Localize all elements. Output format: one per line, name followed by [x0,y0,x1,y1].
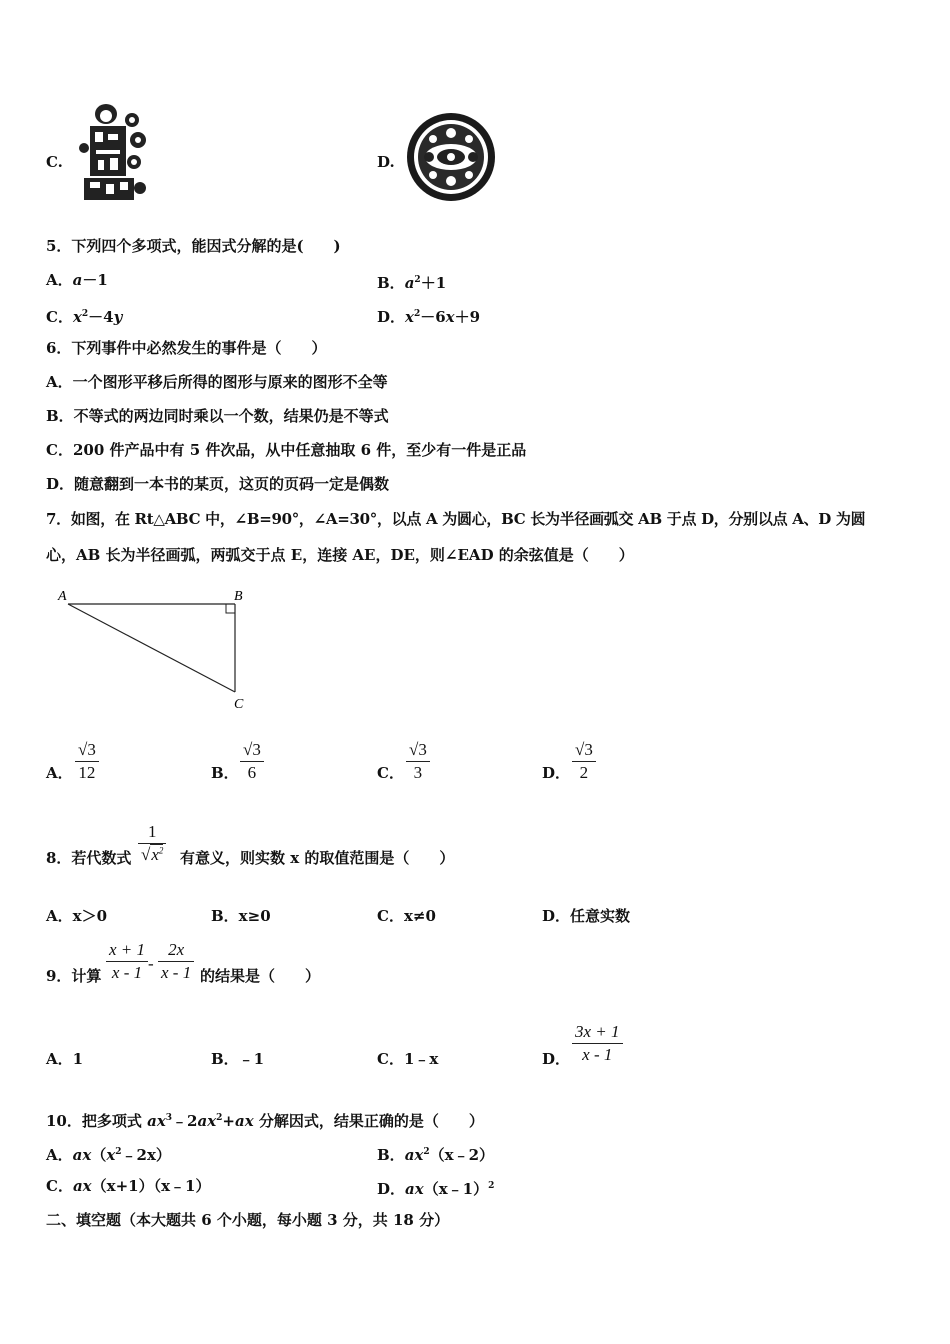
exponent: 2 [414,275,421,285]
numerator: √3 [575,740,593,759]
q4-option-d-label: D. [377,153,395,171]
numerator: √3 [243,740,261,759]
option-label: A． [46,1146,73,1164]
round-pattern-image [405,111,497,203]
var: x [106,1146,116,1164]
q5-stem: 5．下列四个多项式，能因式分解的是( ) [46,237,341,255]
q10-option-a [46,1142,171,1165]
exponent: 2 [488,1181,495,1191]
q4-option-c-label: C. [46,153,63,171]
var: ax [404,1146,424,1164]
denominator [138,845,166,865]
text: （ [91,1146,107,1164]
denominator: x - 1 [582,1045,613,1064]
text: －6 [420,308,446,326]
denominator: 2 [579,763,589,782]
q7-option-d-label: D． [542,764,571,782]
q6-option-d: D．随意翻到一本书的某页，这页的页码一定是偶数 [46,475,390,493]
q8-fraction [138,822,166,865]
text: （x﹣1） [423,1180,489,1198]
denominator: x - 1 [111,963,143,982]
text: ﹣2 [172,1112,198,1130]
text: ＋1 [420,274,447,292]
var: ax [197,1112,217,1130]
var: a [72,271,83,289]
denominator: 3 [413,763,423,782]
exponent: 2 [216,1113,223,1123]
q7-option-c-label: C． [377,764,404,782]
q7-option-a-label: A． [46,764,73,782]
numerator: 2x [168,940,185,959]
option-label: D． [377,1180,406,1198]
q5-option-a [46,270,108,290]
var: ax [147,1112,166,1130]
denominator: x - 1 [161,963,192,982]
exponent: 2 [81,309,89,319]
vertex-a-label: A [58,589,67,604]
q7-stem-line1: 7．如图，在 Rt△ABC 中，∠B=90°，∠A=30°，以点 A 为圆心，BC 长为半径画弧交 AB 于点 D，分别以点 A、D 为圆 [46,510,866,528]
paper-cut-figure-image [76,100,150,204]
option-label: A． [46,271,73,289]
text: （x﹣2） [429,1146,495,1164]
q9-stem-prefix: 9．计算 [46,967,102,985]
q8-option-a: A．x＞0 [46,907,108,925]
exponent: 2 [115,1147,122,1157]
exponent: 3 [165,1113,173,1123]
option-label: B． [377,1146,405,1164]
text: ＋9 [454,308,481,326]
q10-option-c [46,1176,210,1196]
q9-fraction-1 [106,940,148,983]
q9-option-b: B．﹣1 [211,1050,265,1068]
var: a [404,274,415,292]
q8-option-c: C．x≠0 [377,907,436,925]
q9-option-d-label: D． [542,1050,571,1068]
text: （x+1）（x﹣1） [91,1177,211,1195]
numerator: √3 [409,740,427,759]
var: ax [72,1146,92,1164]
q8-stem-prefix: 8．若代数式 [46,849,132,867]
numerator: 1 [147,822,157,841]
text: 10．把多项式 [46,1112,148,1130]
vertex-b-label: B [234,589,243,604]
denominator: 6 [247,763,257,782]
q10-option-b [377,1142,494,1165]
q7-option-a-fraction [75,740,99,783]
q6-stem: 6．下列事件中必然发生的事件是（ ） [46,339,327,357]
option-label: C． [46,308,73,326]
q5-option-c [46,304,122,327]
var: x [405,308,414,326]
q8-stem-suffix: 有意义，则实数 x 的取值范围是（ ） [180,849,455,867]
q9-option-c: C．1﹣x [377,1050,439,1068]
q8-option-b: B．x≥0 [211,907,271,925]
var: x [72,308,82,326]
q10-stem [46,1108,484,1131]
side-ac [68,604,235,692]
q7-option-c-fraction [406,740,430,783]
q6-option-c: C．200 件产品中有 5 件次品，从中任意抽取 6 件，至少有一件是正品 [46,441,527,459]
exponent: 2 [423,1147,430,1157]
right-angle-mark [226,604,235,613]
q9-fraction-2 [158,940,194,983]
text: + [222,1112,235,1130]
q9-minus-sign: - [148,954,154,973]
text: －1 [82,271,108,289]
option-label: B． [377,274,405,292]
sqrt: $√x^2$ [141,845,164,864]
numerator: x + 1 [109,940,146,959]
var: ax [405,1180,424,1198]
q7-option-d-fraction [572,740,596,783]
q5-option-b [377,270,446,293]
var: x [445,308,455,326]
var: ax [72,1177,92,1195]
q7-option-b-fraction [240,740,264,783]
exponent: 2 [413,309,421,319]
numerator: 3x + 1 [575,1022,620,1041]
q9-stem-suffix: 的结果是（ ） [200,967,321,985]
exponent: 2 [158,845,164,856]
q10-option-d [377,1176,494,1199]
q6-option-a: A．一个图形平移后所得的图形与原来的图形不全等 [46,373,388,391]
q7-stem-line2: 心，AB 长为半径画弧，两弧交于点 E，连接 AE，DE，则∠EAD 的余弦值是（ ） [46,546,634,564]
text: 分解因式，结果正确的是（ ） [253,1112,484,1130]
text: －4 [88,308,114,326]
section-2-heading: 二、填空题（本大题共 6 个小题，每小题 3 分，共 18 分） [46,1211,450,1229]
q9-option-a: A．1 [46,1050,84,1068]
q6-option-b: B．不等式的两边同时乘以一个数，结果仍是不等式 [46,407,389,425]
option-label: C． [46,1177,73,1195]
var: x [151,845,159,864]
var: y [113,308,123,326]
q8-option-d: D．任意实数 [542,907,631,925]
radicand [150,844,163,864]
q5-option-d [377,304,480,327]
q7-option-b-label: B． [211,764,239,782]
option-label: D． [377,308,406,326]
var: ax [235,1112,254,1130]
numerator: √3 [78,740,96,759]
q9-option-d-fraction [572,1022,623,1065]
triangle-figure [52,584,262,714]
text: ﹣2x） [121,1146,171,1164]
vertex-c-label: C [234,697,244,712]
denominator: 12 [78,763,96,782]
